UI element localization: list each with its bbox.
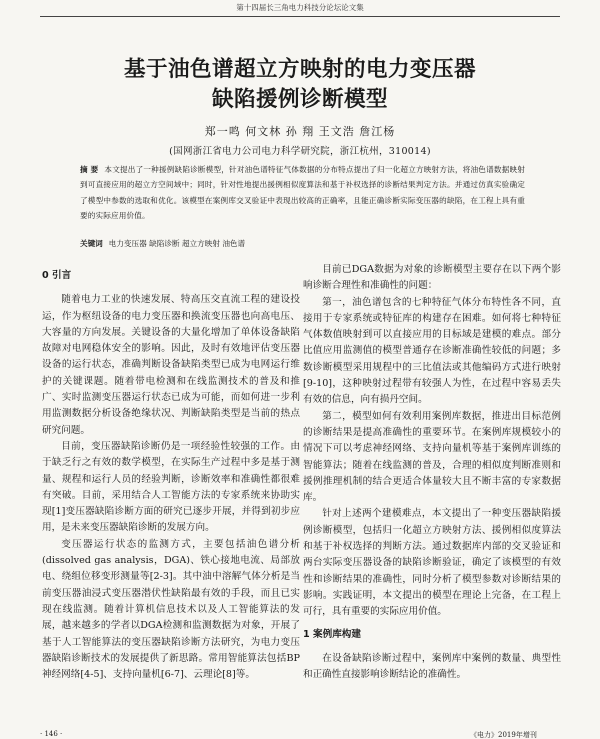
- body-area: [0, 262, 600, 724]
- section-heading: 0 引言: [42, 270, 72, 281]
- abstract-label: 摘 要: [80, 165, 99, 174]
- footer-page-number: · 146 ·: [40, 730, 63, 738]
- footer-journal: 《电力》2019年增刊: [470, 731, 537, 739]
- title-line-1: 基于油色谱超立方映射的电力变压器: [123, 57, 476, 82]
- body-paragraph: 变压器运行状态的监测方式，主要包括油色谱分析(dissolved gas analysis，DGA)、铁心接地电流、局部放电、绕组位移变形测量等[2-3]。其中油中溶解气体分析是当前变压器油浸式变压器潜伏性缺陷最有效的手段，而且已实现在线监测。随着计算机信息技术以及人工智能算法的发展，越来越多的学者以DGA检测和监测数据为对象，开展了基于人工智能算法的变压器缺陷诊断方法研究，为电力变压器缺陷诊断技术的发展提供了新思路。常用智能算法包括BP神经网络[4-5]、支持向量机[6-7]、云理论[8]等。: [42, 538, 300, 681]
- body-paragraph: 目前，变压器缺陷诊断仍是一项经验性较强的工作。由于缺乏行之有效的数学模型，在实际生产过程中多是基于测量、规程和运行人员的经验判断，诊断效率和准确性都很难有突破。目前，采用结合人工智能方法的专家系统来协助实现[1]变压器缺陷诊断方面的研究已逐步开展，并得到初步应用，是未来变压器缺陷诊断的发展方向。: [42, 440, 300, 534]
- body-paragraph: 随着电力工业的快速发展、特高压交直流工程的建设投运，作为枢纽设备的电力变压器和换流变压器也向高电压、大容量的方向发展。关键设备的大量化增加了单体设备缺陷故障对电网稳体安全的影响。因此，及时有效地评估变压器设备的运行状态，准确判断设备缺陷类型已成为电网运行维护的关键课题。随着带电检测和在线监测技术的普及和推广、实时监测变压器运行状态已成为可能，而如何进一步利用监测数据分析设备绝缘状况、判断缺陷类型是当前的热点研究问题。: [42, 294, 300, 436]
- abstract-text: 本文提出了一种援例缺陷诊断模型，针对油色谱特征气体数据的分布特点提出了归一化超立方映射方法，将油色谱数据映射到可直接应用的超立方空间域中；同时，针对性地提出援例相似度算法和基于补权选择的诊断结果判定方法。并通过仿真实验确定了模型中参数的选取和优化。该模型在案例库交叉验证中表现出较高的正确率，且能正确诊断实际变压器的缺陷，在工程上具有重要的实际应用价值。: [80, 165, 526, 221]
- body-paragraph: 第一，油色谱包含的七种特征气体分布特性各不同，直接用于专家系统或特征库的构建存在困难。如何将七种特征气体数值映射到可以直接应用的目标域是建模的难点。部分比值应用监测值的模型普通存在诊断准确性较低的问题；多数诊断模型采用规程中的三比值法或其他编码方式进行映射[9-10]，这种映射过程带有较强人为性，在过程中容易丢失有效的信息，向有损丹空间。: [303, 296, 561, 406]
- body-paragraph: 针对上述两个建模难点，本文提出了一种变压器缺陷援例诊断模型，包括归一化超立方映射方法、援例相似度算法和基于补权选择的判断方法。通过数据库内部的交叉验证和两台实际变压器设备的缺陷诊断验证，确定了该模型的有效性和诊断结果的准确性，同时分析了模型参数对诊断结果的影响。实践证明，本文提出的模型在理论上完备，在工程上可行，具有重要的实际应用价值。: [303, 508, 561, 618]
- affiliation: (国网浙江省电力公司电力科学研究院，浙江杭州，310014): [169, 146, 431, 157]
- section-heading: 1 案例库构建: [303, 628, 361, 640]
- title-line-2: 缺陷援例诊断模型: [211, 87, 388, 112]
- left-column: [42, 262, 300, 683]
- right-column: [303, 262, 561, 683]
- body-paragraph: 在设备缺陷诊断过程中，案例库中案例的数量、典型性和正确性直接影响诊断结论的准确性。: [303, 652, 561, 681]
- body-paragraph: 第二，模型如何有效利用案例库数据，推进出目标范例的诊断结果是提高准确性的重要环节。在案例库规模较小的情况下可以考虑神经网络、支持向量机等基于案例库训练的智能算法；随着在线监测的普及，合理的相似度判断准则和援例推理机制的结合更适合体量较大且不断丰富的专家数据库。: [303, 410, 561, 504]
- body-paragraph: 目前已DGA数据为对象的诊断模型主要存在以下两个影响诊断合理性和准确性的问题：: [303, 264, 561, 292]
- authors: 郑一鸣 何文林 孙 翔 王文浩 詹江杨: [204, 125, 396, 138]
- keywords-label: 关键词: [80, 239, 103, 248]
- running-head: 第十四届长三角电力科技分论坛论文集: [236, 3, 364, 12]
- header-rule: [40, 16, 560, 17]
- keywords-text: 电力变压器 缺陷诊断 超立方映射 油色谱: [108, 239, 246, 248]
- abstract: [80, 162, 525, 224]
- keywords: [80, 238, 525, 249]
